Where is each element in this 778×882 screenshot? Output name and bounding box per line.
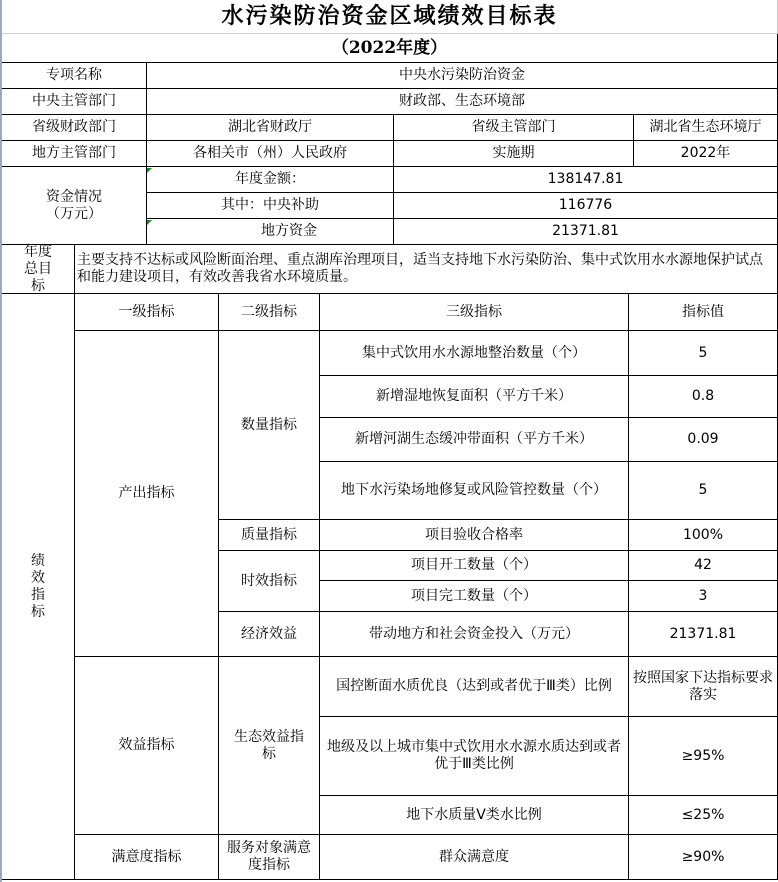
indicator-name: 项目完工数量（个）: [320, 581, 629, 612]
indicators-section-label: 绩效指标: [2, 294, 75, 880]
project-label: 专项名称: [2, 63, 147, 89]
goal-value: 主要支持不达标或风险断面治理、重点湖库治理项目，适当支持地下水污染防治、集中式饮用水水源地保护试点和能力建设项目，有效改善我省水环境质量。: [75, 245, 778, 294]
indicator-value: 5: [629, 331, 778, 376]
central-dept-value: 财政部、生态环境部: [147, 89, 778, 115]
indicator-value: ≥90%: [629, 835, 778, 880]
page-title: 水污染防治资金区域绩效目标表: [2, 0, 778, 34]
level2-ecological: 生态效益指标: [219, 657, 320, 835]
period-label: 实施期: [394, 141, 634, 167]
project-value: 中央水污染防治资金: [147, 63, 778, 89]
local-fund-value: 21371.81: [394, 219, 778, 245]
period-value: 2022年: [634, 141, 778, 167]
level1-satisfaction: 满意度指标: [75, 835, 219, 880]
indicator-name: 地下水污染场地修复或风险管控数量（个）: [320, 462, 629, 520]
indicator-name: 群众满意度: [320, 835, 629, 880]
level2-economic: 经济效益: [219, 612, 320, 657]
indicator-name: 国控断面水质优良（达到或者优于Ⅲ类）比例: [320, 657, 629, 717]
indicator-name: 地级及以上城市集中式饮用水水源水质达到或者优于Ⅲ类比例: [320, 717, 629, 796]
indicator-value: 按照国家下达指标要求落实: [629, 657, 778, 717]
central-subsidy-value: 116776: [394, 193, 778, 219]
goal-label: 年度总目标: [2, 245, 75, 294]
level2-quantity: 数量指标: [219, 331, 320, 520]
indicator-value: 0.8: [629, 376, 778, 418]
level2-service-satisfaction: 服务对象满意度指标: [219, 835, 320, 880]
header-level3: 三级指标: [320, 294, 629, 331]
indicator-name: 集中式饮用水水源地整治数量（个）: [320, 331, 629, 376]
page-subtitle: （2022年度）: [2, 34, 778, 63]
header-level1: 一级指标: [75, 294, 219, 331]
local-dept-value: 各相关市（州）人民政府: [147, 141, 394, 167]
indicator-value: 21371.81: [629, 612, 778, 657]
indicator-value: 3: [629, 581, 778, 612]
local-dept-label: 地方主管部门: [2, 141, 147, 167]
comment-marker: [147, 220, 152, 225]
indicator-name: 新增湿地恢复面积（平方千米）: [320, 376, 629, 418]
annual-value: 138147.81: [394, 167, 778, 193]
indicator-value: 5: [629, 462, 778, 520]
indicator-value: ≤25%: [629, 796, 778, 835]
annual-label: 年度金额：: [147, 167, 394, 193]
local-fund-label: 地方资金: [147, 219, 394, 245]
indicator-name: 新增河湖生态缓冲带面积（平方千米）: [320, 418, 629, 462]
indicator-name: 地下水质量Ⅴ类水比例: [320, 796, 629, 835]
central-dept-label: 中央主管部门: [2, 89, 147, 115]
indicator-value: 0.09: [629, 418, 778, 462]
level2-quality: 质量指标: [219, 520, 320, 551]
indicator-name: 带动地方和社会资金投入（万元）: [320, 612, 629, 657]
comment-marker: [147, 168, 152, 173]
prov-dept-value: 湖北省生态环境厅: [634, 115, 778, 141]
indicator-value: 42: [629, 551, 778, 581]
indicator-name: 项目开工数量（个）: [320, 551, 629, 581]
prov-fin-label: 省级财政部门: [2, 115, 147, 141]
header-level2: 二级指标: [219, 294, 320, 331]
level2-timeliness: 时效指标: [219, 551, 320, 612]
header-value: 指标值: [629, 294, 778, 331]
indicator-value: 100%: [629, 520, 778, 551]
level1-output: 产出指标: [75, 331, 219, 657]
prov-fin-value: 湖北省财政厅: [147, 115, 394, 141]
indicator-name: 项目验收合格率: [320, 520, 629, 551]
funds-label: 资金情况（万元）: [2, 167, 147, 245]
prov-dept-label: 省级主管部门: [394, 115, 634, 141]
central-subsidy-label: 其中：中央补助: [147, 193, 394, 219]
level1-benefit: 效益指标: [75, 657, 219, 835]
indicator-value: ≥95%: [629, 717, 778, 796]
